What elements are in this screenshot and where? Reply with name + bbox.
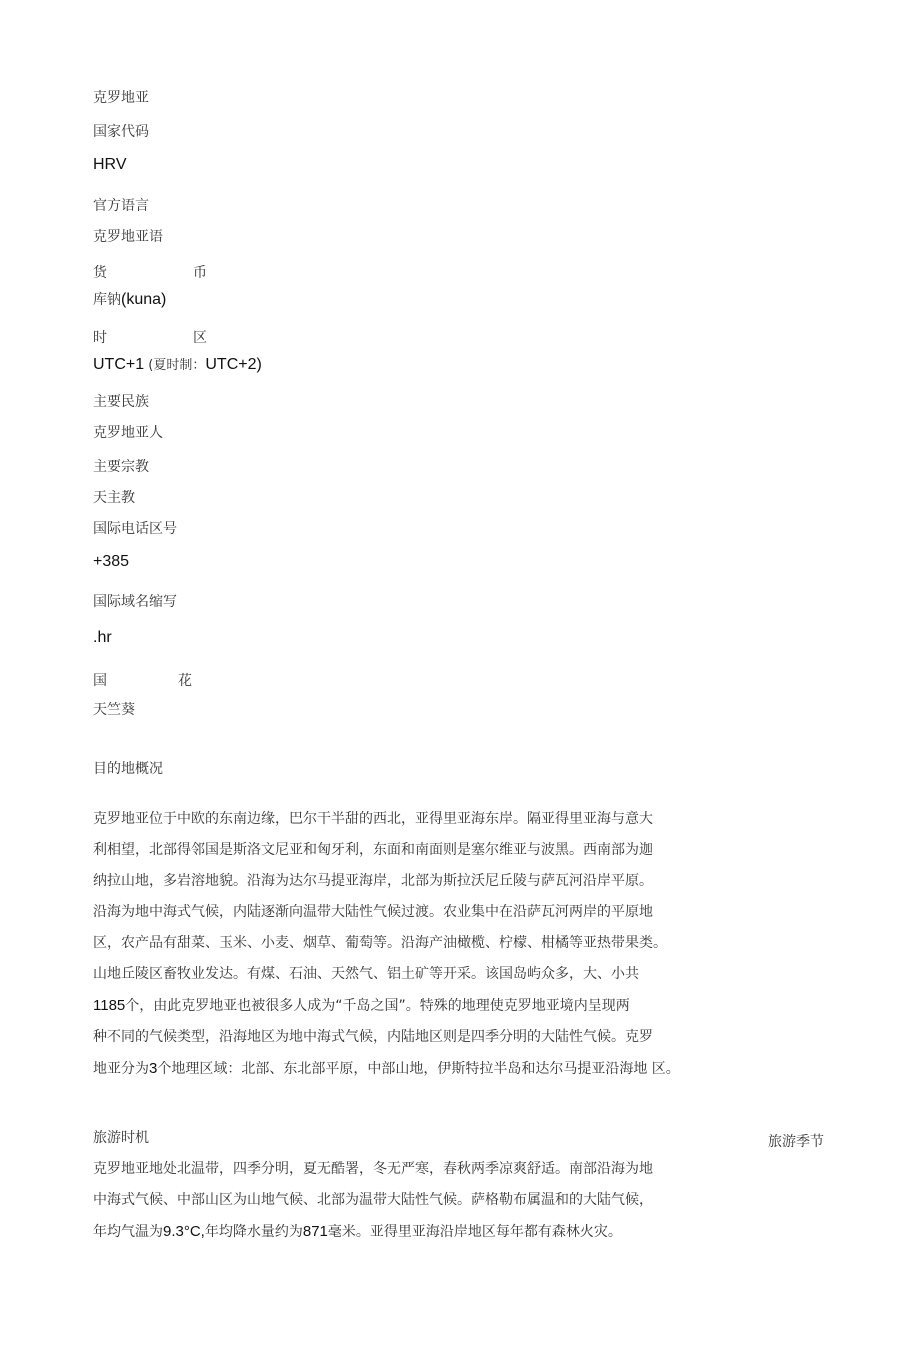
flower-label-part1: 国: [93, 673, 107, 689]
currency-label-part1: 货: [93, 265, 107, 281]
flower-label: [93, 672, 192, 688]
ethnic-label: 主要民族: [93, 394, 149, 410]
timezone-dst-value: UTC+2): [205, 356, 262, 373]
timezone-value-main: UTC+1: [93, 356, 145, 373]
overview-line9-a: 地亚分为: [93, 1061, 149, 1077]
country-code-label: 国家代码: [93, 124, 149, 140]
currency-label: [93, 264, 207, 280]
overview-heading: 目的地概况: [93, 761, 163, 777]
timezone-label-part2: 区: [193, 330, 207, 346]
overview-line: 种不同的气候类型，沿海地区为地中海式气候，内陆地区则是四季分明的大陆性气候。克罗: [93, 1029, 653, 1045]
overview-line: 沿海为地中海式气候，内陆逐渐向温带大陆性气候过渡。农业集中在沿萨瓦河两岸的平原地: [93, 904, 653, 920]
travel-line: [93, 1216, 743, 1248]
flower-label-part2: 花: [178, 673, 192, 689]
timezone-label-part1: 时: [93, 330, 107, 346]
currency-value-latin: (kuna): [121, 291, 167, 308]
religion-label: 主要宗教: [93, 459, 149, 475]
travel-line: 克罗地亚地处北温带，四季分明，夏无酷署，冬无严寒，春秋两季凉爽舒适。南部沿海为地: [93, 1161, 653, 1177]
travel-line3-c: 毫米。亚得里亚海沿岸地区每年都有森林火灾。: [327, 1224, 622, 1240]
travel-heading: 旅游时机: [93, 1130, 149, 1146]
overview-line7-text: 个，由此克罗地亚也被很多人成为“千岛之国”。特殊的地理使克罗地亚境内呈现两: [125, 998, 630, 1014]
overview-line: 克罗地亚位于中欧的东南边缘，巴尔干半甜的西北，亚得里亚海东岸。隔亚得里亚海与意大: [93, 811, 653, 827]
currency-label-part2: 币: [193, 265, 207, 281]
ethnic-value: 克罗地亚人: [93, 425, 163, 441]
phone-value: +385: [93, 553, 130, 570]
country-code-value: HRV: [93, 156, 127, 173]
travel-line3-b: 年均降水量约为: [204, 1224, 303, 1240]
domain-value: .hr: [93, 629, 112, 646]
travel-line3-a: 年均气温为: [93, 1224, 163, 1240]
overview-line: 山地丘陵区畜牧业发达。有煤、石油、天然气、铝土矿等开采。该国岛屿众多，大、小共: [93, 966, 639, 982]
annual-rainfall: 871: [302, 1223, 328, 1240]
timezone-label: [93, 329, 207, 345]
language-value: 克罗地亚语: [93, 229, 163, 245]
flower-value: 天竺葵: [93, 702, 135, 718]
overview-paragraph: [93, 804, 743, 1085]
travel-season-heading: 旅游季节: [768, 1134, 824, 1150]
country-name: 克罗地亚: [93, 90, 149, 106]
overview-line: 利相望，北部得邻国是斯洛文尼亚和匈牙利，东面和南面则是塞尔维亚与波黑。西南部为迦: [93, 842, 653, 858]
language-label: 官方语言: [93, 198, 149, 214]
overview-line: [93, 990, 743, 1022]
currency-value-cjk: 库钠: [93, 292, 121, 308]
timezone-value: [93, 357, 262, 373]
religion-value: 天主教: [93, 490, 135, 506]
overview-line: 区，农产品有甜菜、玉米、小麦、烟草、葡萄等。沿海产油橄榄、柠檬、柑橘等亚热带果类。: [93, 935, 667, 951]
overview-line: [93, 1053, 743, 1085]
overview-line9-b: 个地理区域：北部、东北部平原，中部山地，伊斯特拉半岛和达尔马提亚沿海地 区。: [157, 1061, 680, 1077]
region-count: 3: [149, 1060, 158, 1077]
island-count: 1185: [93, 997, 126, 1014]
timezone-paren-open: (: [144, 358, 154, 373]
travel-line: 中海式气候、中部山区为山地气候、北部为温带大陆性气候。萨格勒布属温和的大陆气候，: [93, 1192, 653, 1208]
phone-label: 国际电话区号: [93, 521, 177, 537]
travel-paragraph: [93, 1154, 743, 1248]
overview-line: 纳拉山地，多岩溶地貌。沿海为达尔马提亚海岸，北部为斯拉沃尼丘陵与萨瓦河沿岸平原。: [93, 873, 653, 889]
domain-label: 国际域名缩写: [93, 594, 177, 610]
currency-value: [93, 292, 166, 308]
average-temperature: 9.3°C,: [163, 1223, 205, 1240]
timezone-dst-label: 夏时制：: [153, 358, 206, 373]
